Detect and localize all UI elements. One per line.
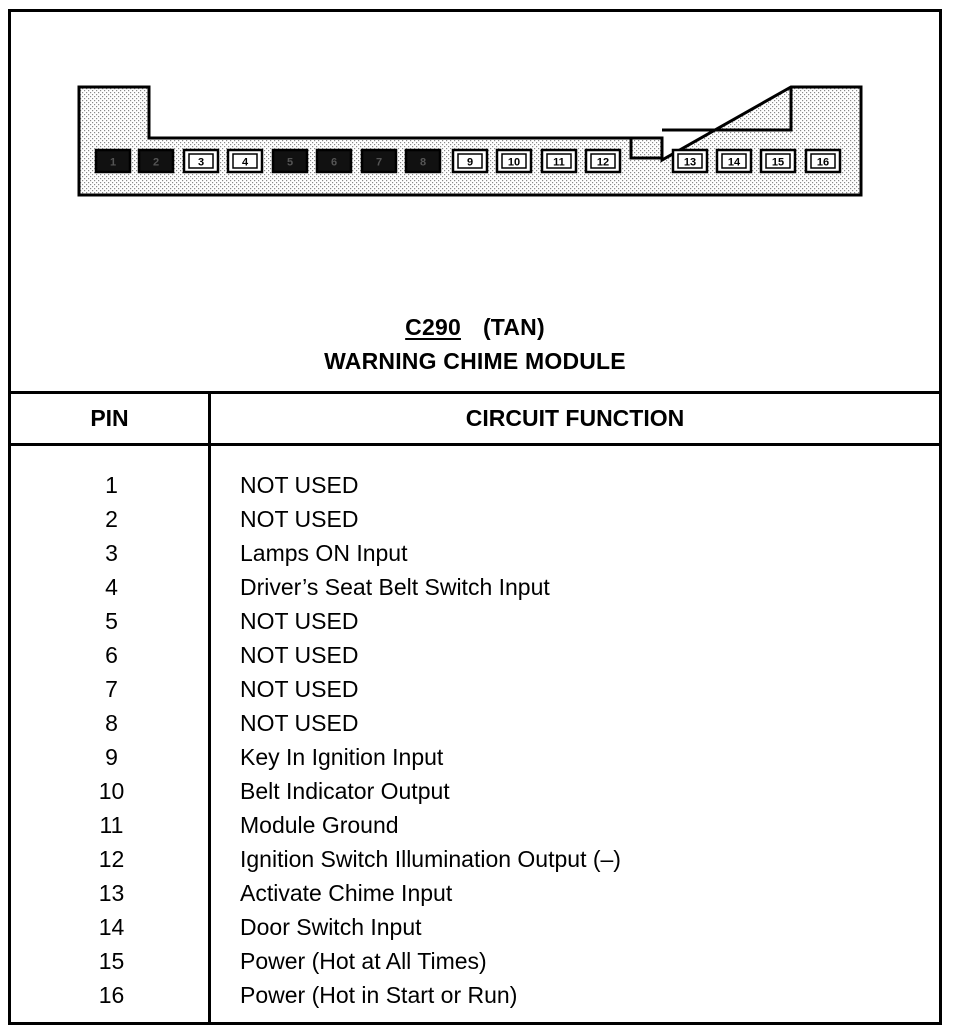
circuit-function: Module Ground <box>240 811 399 838</box>
pin-label: 12 <box>596 156 610 169</box>
pin-label: 7 <box>375 156 383 169</box>
pin-cavity-6 <box>317 150 351 172</box>
pin-table-body <box>11 468 939 1012</box>
pin-cavity-4 <box>228 150 262 172</box>
connector-pins <box>96 150 840 172</box>
table-row <box>11 502 939 536</box>
pin-cavity-8 <box>406 150 440 172</box>
pin-number: 4 <box>105 573 118 600</box>
pin-label: 11 <box>553 156 565 169</box>
circuit-function: Power (Hot in Start or Run) <box>240 981 518 1008</box>
table-row <box>11 672 939 706</box>
pin-label: 15 <box>771 156 785 169</box>
table-row <box>11 876 939 910</box>
pin-cavity-10 <box>497 150 531 172</box>
circuit-function: Activate Chime Input <box>240 879 453 906</box>
pin-number: 13 <box>98 879 125 906</box>
table-header-rule <box>11 443 939 446</box>
pin-label: 1 <box>109 156 117 169</box>
table-row <box>11 842 939 876</box>
circuit-function: Driver’s Seat Belt Switch Input <box>240 573 550 600</box>
table-row <box>11 570 939 604</box>
pin-number: 1 <box>105 471 118 498</box>
table-row <box>11 638 939 672</box>
connector-color: (TAN) <box>482 314 545 340</box>
pin-cavity-3 <box>184 150 218 172</box>
table-row <box>11 740 939 774</box>
table-row <box>11 978 939 1012</box>
header-pin: PIN <box>90 405 129 431</box>
pin-label: 4 <box>241 156 249 169</box>
pin-cavity-14 <box>717 150 751 172</box>
pin-number: 12 <box>98 845 125 872</box>
circuit-function: NOT USED <box>240 505 359 532</box>
pin-number: 7 <box>105 675 118 702</box>
pin-label: 13 <box>683 156 697 169</box>
pin-number: 6 <box>105 641 118 668</box>
pin-cavity-15 <box>761 150 795 172</box>
circuit-function: Ignition Switch Illumination Output (–) <box>240 845 621 872</box>
pin-number: 10 <box>98 777 125 804</box>
circuit-function: NOT USED <box>240 607 359 634</box>
table-row <box>11 944 939 978</box>
pin-number: 9 <box>105 743 118 770</box>
pin-cavity-7 <box>362 150 396 172</box>
table-row <box>11 774 939 808</box>
pin-number: 15 <box>98 947 125 974</box>
circuit-function: NOT USED <box>240 709 359 736</box>
pin-number: 14 <box>98 913 125 940</box>
circuit-function: NOT USED <box>240 471 359 498</box>
table-top-rule <box>11 391 939 394</box>
circuit-function: Door Switch Input <box>240 913 422 940</box>
pin-cavity-16 <box>806 150 840 172</box>
pin-number: 11 <box>99 811 124 838</box>
pin-label: 2 <box>152 156 160 169</box>
pin-cavity-13 <box>673 150 707 172</box>
pin-cavity-12 <box>586 150 620 172</box>
header-circuit-function: CIRCUIT FUNCTION <box>465 405 685 431</box>
pin-number: 8 <box>105 709 118 736</box>
table-row <box>11 604 939 638</box>
pin-cavity-5 <box>273 150 307 172</box>
circuit-function: Lamps ON Input <box>240 539 408 566</box>
pin-label: 9 <box>466 156 474 169</box>
module-title: WARNING CHIME MODULE <box>324 348 626 374</box>
pin-number: 2 <box>105 505 118 532</box>
connector-diagram <box>76 82 866 200</box>
circuit-function: Belt Indicator Output <box>240 777 450 804</box>
connector-id: C290 <box>405 314 461 340</box>
table-row <box>11 910 939 944</box>
circuit-function: NOT USED <box>240 675 359 702</box>
pin-cavity-2 <box>139 150 173 172</box>
pin-label: 6 <box>330 156 338 169</box>
pin-number: 5 <box>105 607 118 634</box>
circuit-function: Power (Hot at All Times) <box>240 947 487 974</box>
pin-cavity-9 <box>453 150 487 172</box>
connector-body <box>79 87 861 195</box>
pin-label: 5 <box>286 156 294 169</box>
pin-label: 16 <box>816 156 830 169</box>
table-row <box>11 706 939 740</box>
table-row <box>11 808 939 842</box>
circuit-function: NOT USED <box>240 641 359 668</box>
pin-cavity-1 <box>96 150 130 172</box>
pin-label: 14 <box>727 156 741 169</box>
pin-label: 10 <box>507 156 521 169</box>
table-row <box>11 536 939 570</box>
pin-label: 3 <box>197 156 205 169</box>
connector-caption <box>11 314 939 341</box>
pin-number: 16 <box>98 981 125 1008</box>
pin-label: 8 <box>419 156 427 169</box>
table-row <box>11 468 939 502</box>
pin-number: 3 <box>105 539 118 566</box>
pin-cavity-11 <box>542 150 576 172</box>
circuit-function: Key In Ignition Input <box>240 743 444 770</box>
